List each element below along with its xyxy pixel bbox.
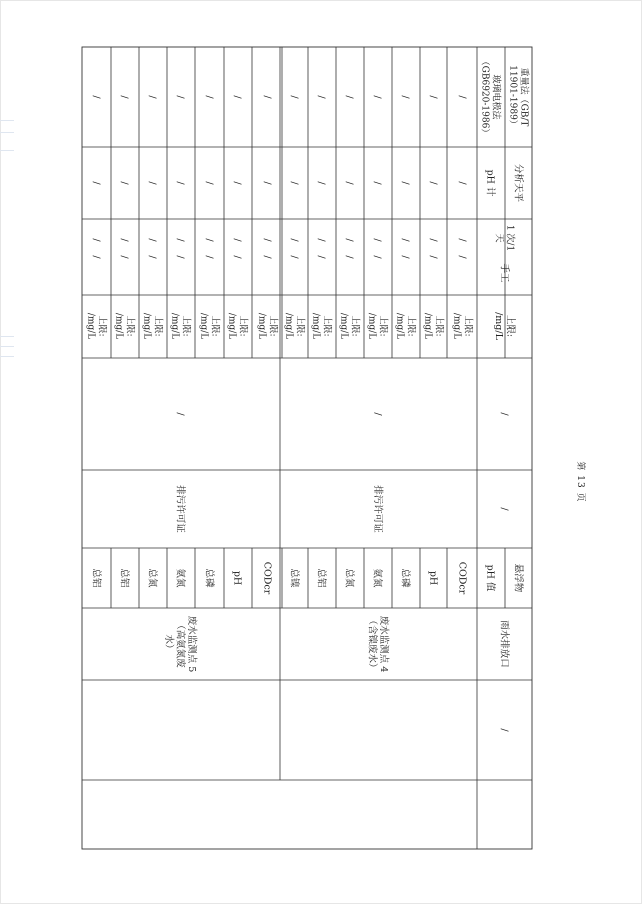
limit-value: 上限:/mg/L — [141, 312, 163, 340]
analysis-slash: / — [343, 95, 355, 99]
frequency-slash: / — [118, 238, 130, 242]
analysis-slash: / — [174, 95, 186, 99]
rain-outlet-label: 雨水排放口 — [498, 620, 510, 668]
pollutant-name: 氨氮 — [174, 568, 186, 588]
frequency-slash: / — [456, 238, 468, 242]
pollutant-name: pH — [231, 570, 243, 586]
pollutant-name: 氨氮 — [371, 568, 383, 588]
pollutant-name: 总氮 — [343, 568, 355, 588]
standard-basis-label: 排污许可证 — [174, 485, 186, 533]
rain-standard-slash: / — [498, 507, 510, 511]
frequency-slash: / — [371, 238, 383, 242]
pollutant-name: CODcr — [456, 561, 468, 595]
rain-analysis-label: 重量法（GB/T11901-1989） — [507, 65, 529, 129]
pollutant-name: 总氮 — [146, 568, 158, 588]
frequency-slash: / — [261, 238, 273, 242]
page-number: 第 13 页 — [575, 461, 585, 503]
method-slash: / — [146, 255, 158, 259]
limit-value: 上限:/mg/L — [338, 312, 360, 340]
instrument-slash: / — [231, 181, 243, 185]
method-slash: / — [174, 255, 186, 259]
instrument-slash: / — [174, 181, 186, 185]
monitor-point-label: 废水监测点 5（高氨氮废水） — [163, 615, 198, 673]
instrument-slash: / — [315, 181, 327, 185]
monitor-point-label: 废水监测点 4（含镍废水） — [366, 615, 389, 673]
pollutant-name: 总铝 — [118, 568, 130, 588]
limit-value: 上限:/mg/L — [85, 312, 107, 340]
frequency-slash: / — [90, 238, 102, 242]
pollutant-name: pH — [427, 570, 439, 586]
analysis-slash: / — [456, 95, 468, 99]
instrument-slash: / — [118, 181, 130, 185]
limit-value: 上限:/mg/L — [226, 312, 248, 340]
instrument-slash: / — [261, 181, 273, 185]
limit-value: 上限:/mg/L — [422, 312, 444, 340]
rain-instrument-label: 分析天平 — [512, 163, 524, 203]
frequency-slash: / — [288, 238, 300, 242]
instrument-slash: / — [343, 181, 355, 185]
instrument-slash: / — [146, 181, 158, 185]
limit-value: 上限:/mg/L — [169, 312, 191, 340]
instrument-slash: / — [399, 181, 411, 185]
analysis-slash: / — [288, 95, 300, 99]
method-slash: / — [371, 255, 383, 259]
pollutant-name: 总铝 — [90, 568, 102, 588]
frequency-slash: / — [174, 238, 186, 242]
rain-slash: / — [498, 728, 510, 732]
pollutant-name: 总磷 — [399, 568, 411, 588]
limit-value: 上限:/mg/L — [366, 312, 388, 340]
analysis-slash: / — [427, 95, 439, 99]
pollutant-name: CODcr — [261, 561, 273, 595]
rain-limit-value: 上限:/mg/L — [492, 312, 516, 340]
analysis-slash: / — [231, 95, 243, 99]
analysis-slash: / — [118, 95, 130, 99]
limit-value: 上限:/mg/L — [310, 312, 332, 340]
method-slash: / — [343, 255, 355, 259]
analysis-slash: / — [90, 95, 102, 99]
instrument-slash: / — [456, 181, 468, 185]
method-slash: / — [427, 255, 439, 259]
method-slash: / — [90, 255, 102, 259]
standard-basis-label: 排污许可证 — [372, 485, 384, 533]
instrument-slash: / — [203, 181, 215, 185]
limit-value: 上限:/mg/L — [256, 312, 278, 340]
instrument-slash: / — [288, 181, 300, 185]
method-slash: / — [231, 255, 243, 259]
limit-value: 上限:/mg/L — [394, 312, 416, 340]
method-slash: / — [118, 255, 130, 259]
instrument-slash: / — [427, 181, 439, 185]
rain-analysis-label: 玻璃电极法（GB6920-1986） — [479, 56, 501, 138]
standard-value-slash: / — [174, 412, 186, 416]
standard-value-slash: / — [372, 412, 384, 416]
method-slash: / — [399, 255, 411, 259]
analysis-slash: / — [203, 95, 215, 99]
analysis-slash: / — [261, 95, 273, 99]
rain-frequency-label: 1 次/1天 — [493, 224, 515, 252]
instrument-slash: / — [371, 181, 383, 185]
analysis-slash: / — [399, 95, 411, 99]
analysis-slash: / — [315, 95, 327, 99]
method-slash: / — [203, 255, 215, 259]
pollutant-name: pH 值 — [484, 564, 496, 592]
method-slash: / — [261, 255, 273, 259]
rain-slash: / — [498, 412, 510, 416]
analysis-slash: / — [371, 95, 383, 99]
rain-method-label: 手工 — [498, 263, 510, 283]
rain-instrument-label: pH 计 — [484, 169, 496, 197]
method-slash: / — [288, 255, 300, 259]
limit-value: 上限:/mg/L — [451, 312, 473, 340]
frequency-slash: / — [146, 238, 158, 242]
limit-value: 上限:/mg/L — [283, 312, 305, 340]
pollutant-name: 悬浮物 — [512, 563, 524, 593]
limit-value: 上限:/mg/L — [198, 312, 220, 340]
frequency-slash: / — [231, 238, 243, 242]
method-slash: / — [456, 255, 468, 259]
frequency-slash: / — [315, 238, 327, 242]
analysis-slash: / — [146, 95, 158, 99]
frequency-slash: / — [399, 238, 411, 242]
pollutant-name: 总铝 — [315, 568, 327, 588]
limit-value: 上限:/mg/L — [113, 312, 135, 340]
instrument-slash: / — [90, 181, 102, 185]
method-slash: / — [315, 255, 327, 259]
frequency-slash: / — [427, 238, 439, 242]
frequency-slash: / — [203, 238, 215, 242]
table-border — [82, 47, 532, 849]
pollutant-name: 总磷 — [203, 568, 215, 588]
frequency-slash: / — [343, 238, 355, 242]
pollutant-name: 总镍 — [288, 568, 300, 588]
